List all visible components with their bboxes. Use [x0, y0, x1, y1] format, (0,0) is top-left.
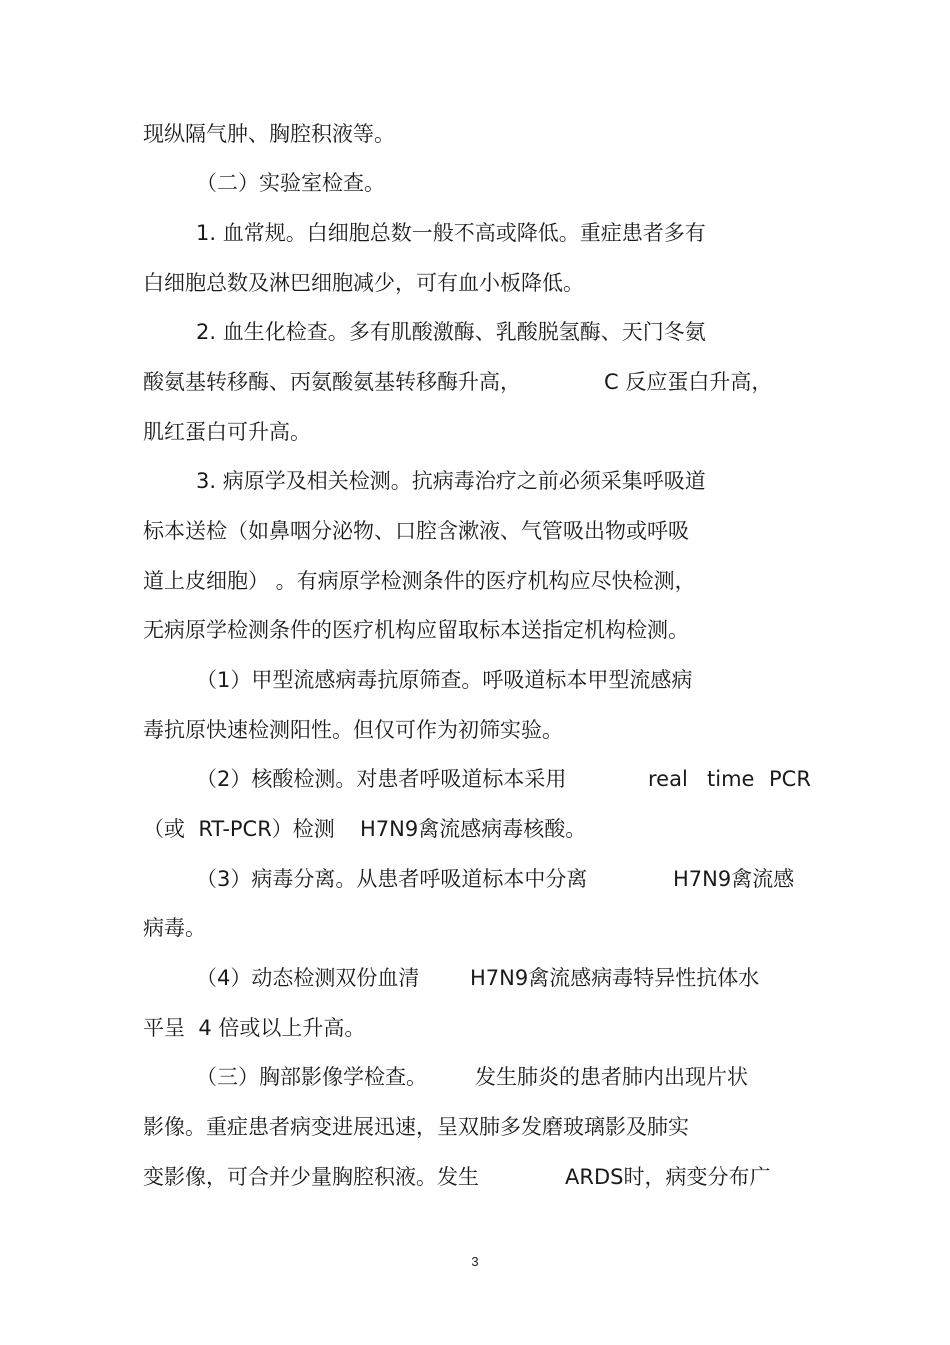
text-line: 影像。重症患者病变进展迅速，呈双肺多发磨玻璃影及肺实 [143, 1115, 689, 1139]
text-line: 平呈 4 倍或以上升高。 [143, 1016, 366, 1040]
text-line: 2. 血生化检查。多有肌酸激酶、乳酸脱氢酶、天门冬氨 [196, 320, 706, 344]
text-line: （或 RT-PCR）检测 [143, 817, 335, 841]
text-line: H7N9禽流感 [673, 867, 795, 891]
text-line: 标本送检（如鼻咽分泌物、口腔含漱液、气管吸出物或呼吸 [143, 519, 689, 543]
text-line: 1. 血常规。白细胞总数一般不高或降低。重症患者多有 [196, 221, 706, 245]
text-line: 毒抗原快速检测阳性。但仅可作为初筛实验。 [143, 718, 563, 742]
text-line: 无病原学检测条件的医疗机构应留取标本送指定机构检测。 [143, 618, 689, 642]
text-line: H7N9禽流感病毒核酸。 [360, 817, 587, 841]
text-line: time [707, 767, 755, 791]
text-line: （1）甲型流感病毒抗原筛查。呼吸道标本甲型流感病 [196, 668, 693, 692]
text-line: 病毒。 [143, 916, 206, 940]
text-line: （3）病毒分离。从患者呼吸道标本中分离 [196, 867, 588, 891]
text-line: real [648, 767, 688, 791]
text-line: 变影像，可合并少量胸腔积液。发生 [143, 1165, 479, 1189]
text-line: 3. 病原学及相关检测。抗病毒治疗之前必须采集呼吸道 [196, 469, 706, 493]
text-line: PCR [769, 767, 811, 791]
text-line: 发生肺炎的患者肺内出现片状 [475, 1065, 748, 1089]
text-line: 肌红蛋白可升高。 [143, 420, 311, 444]
text-line: 酸氨基转移酶、丙氨酸氨基转移酶升高， [143, 370, 521, 394]
text-line: 白细胞总数及淋巴细胞减少，可有血小板降低。 [143, 271, 584, 295]
text-line: ARDS时，病变分布广 [565, 1165, 771, 1189]
text-line: C 反应蛋白升高， [604, 370, 773, 394]
text-line: （4）动态检测双份血清 [196, 966, 420, 990]
text-line: H7N9禽流感病毒特异性抗体水 [470, 966, 760, 990]
section-heading: （二）实验室检查。 [196, 171, 385, 195]
text-line: （2）核酸检测。对患者呼吸道标本采用 [196, 767, 567, 791]
section-heading: （三）胸部影像学检查。 [196, 1065, 427, 1089]
text-line: 现纵隔气肿、胸腔积液等。 [143, 122, 395, 146]
page-number: 3 [471, 1254, 479, 1269]
text-line: 道上皮细胞） 。有病原学检测条件的医疗机构应尽快检测， [143, 569, 696, 593]
